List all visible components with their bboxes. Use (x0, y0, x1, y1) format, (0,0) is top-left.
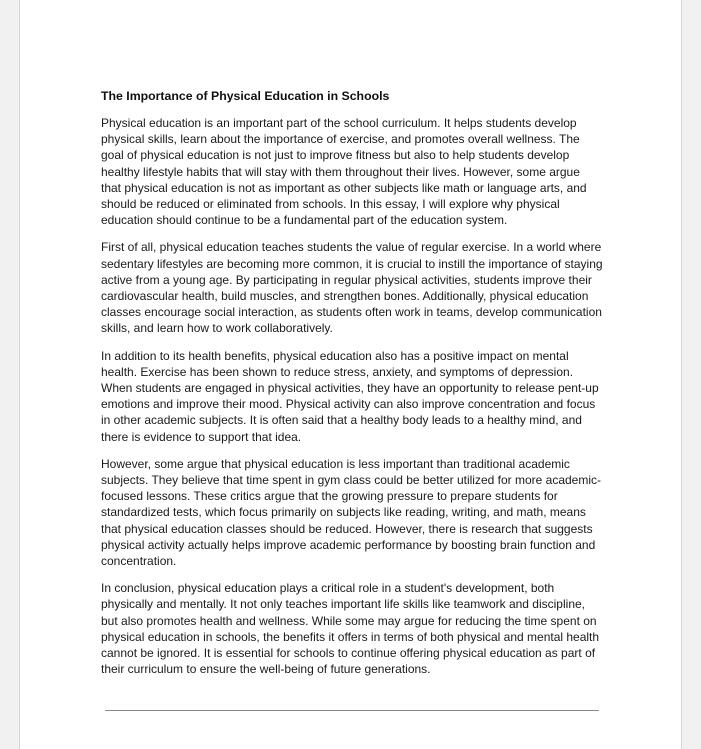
paragraph-counterargument: However, some argue that physical education is less important than traditional academic subjects. They believe that time spent in gym class could be better utilized for more academic-focused lessons. These critics argue that the growing pressure to prepare students for standardized tests, which focus primarily on subjects like reading, writing, and math, means that physical education classes should be reduced. However, there is research that suggests physical activity actually helps improve academic performance by boosting brain function and concentration. (101, 456, 602, 569)
paragraph-conclusion: In conclusion, physical education plays a critical role in a student's development, both physically and mentally. It not only teaches important life skills like teamwork and discipline, but also promotes health and wellness. While some may argue for reducing the time spent on physical education in schools, the benefits it offers in terms of both physical and mental health cannot be ignored. It is essential for schools to continue offering physical education as part of their curriculum to ensure the well-being of future generations. (101, 581, 600, 677)
page-divider (105, 710, 599, 711)
document-body (101, 88, 603, 689)
document-page (19, 0, 682, 749)
paragraph-introduction: Physical education is an important part of the school curriculum. It helps students develop physical skills, learn about the importance of exercise, and promotes overall wellness. The goal of physical education is not just to improve fitness but also to help students develop healthy lifestyle habits that will stay with them throughout their lives. However, some argue that physical education is not as important as other subjects like math or language arts, and should be reduced or eliminated from schools. In this essay, I will explore why physical education should continue to be a fundamental part of the education system. (101, 116, 587, 228)
document-title: The Importance of Physical Education in Schools (101, 89, 390, 103)
paragraph-exercise-value: First of all, physical education teaches students the value of regular exercise. In a world where sedentary lifestyles are becoming more common, it is crucial to instill the importance of staying active from a young age. By participating in regular physical activities, students improve their cardiovascular health, build muscles, and strengthen bones. Additionally, physical education classes encourage social interaction, as students often work in teams, develop communication skills, and learn how to work collaboratively. (101, 240, 603, 336)
paragraph-mental-health: In addition to its health benefits, physical education also has a positive impact on mental health. Exercise has been shown to reduce stress, anxiety, and symptoms of depression. When students are engaged in physical activities, they have an opportunity to release pent-up emotions and improve their mood. Physical activity can also improve concentration and focus in other academic subjects. It is often said that a healthy body leads to a healthy mind, and there is evidence to support that idea. (101, 348, 599, 444)
